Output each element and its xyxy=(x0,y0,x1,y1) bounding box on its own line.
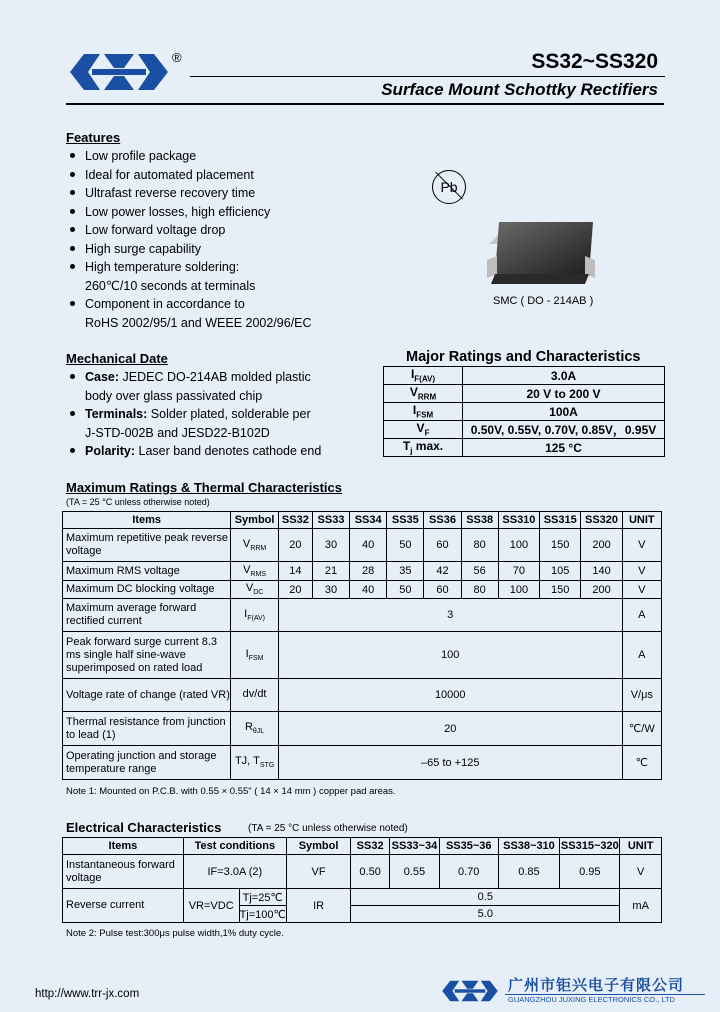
table-row xyxy=(63,679,662,712)
table-header-row xyxy=(63,512,662,529)
value-cell: 40 xyxy=(350,529,387,562)
bullet-icon xyxy=(70,246,75,251)
company-logo xyxy=(66,48,172,96)
value-cell: 80 xyxy=(461,581,498,599)
header-cell: Items xyxy=(63,838,184,855)
value-cell: 0.85 xyxy=(498,855,560,889)
table-row xyxy=(384,385,665,403)
table-row xyxy=(63,712,662,746)
bullet-icon xyxy=(70,153,75,158)
value-cell: 125 °C xyxy=(463,439,665,457)
unit-cell: ℃ xyxy=(622,746,661,780)
value-cell: 200 xyxy=(581,581,622,599)
header-cell: Symbol xyxy=(286,838,350,855)
value-cell: 28 xyxy=(350,562,387,581)
footer-logo xyxy=(440,974,500,1008)
unit-cell: V/μs xyxy=(622,679,661,712)
bullet-icon xyxy=(70,264,75,269)
table-row xyxy=(63,855,662,889)
electrical-table xyxy=(62,837,662,923)
value-cell: 20 xyxy=(278,529,312,562)
header-cell: Test conditions xyxy=(183,838,286,855)
page-title: SS32~SS320 xyxy=(531,50,658,73)
value-cell: 0.55 xyxy=(389,855,439,889)
symbol-cell: $I_{FSM}$ xyxy=(231,632,279,679)
company-name-cn: 广州市钜兴电子有限公司 xyxy=(508,977,685,994)
feature-item-continued: 260℃/10 seconds at terminals xyxy=(85,278,256,293)
value-cell: 80 xyxy=(461,529,498,562)
unit-cell: V xyxy=(620,855,662,889)
value-cell: 150 xyxy=(540,581,581,599)
electrical-title: Electrical Characteristics xyxy=(66,820,222,835)
value-cell: 42 xyxy=(424,562,461,581)
unit-cell: A xyxy=(622,632,661,679)
mechanical-item-continued: J-STD-002B and JESD22-B102D xyxy=(85,425,270,440)
value-cell: 70 xyxy=(498,562,539,581)
header-cell: SS32 xyxy=(278,512,312,529)
features-heading: Features xyxy=(66,130,121,145)
value-cell: 100 xyxy=(278,632,622,679)
item-cell: Maximum average forward rectified current xyxy=(63,599,231,632)
header-cell: SS33~34 xyxy=(389,838,439,855)
symbol-cell: $V_F$ xyxy=(384,421,463,439)
item-cell: Reverse current xyxy=(63,889,184,923)
feature-item: Low profile package xyxy=(66,147,386,166)
table-row xyxy=(63,581,662,599)
bullet-icon xyxy=(70,172,75,177)
item-cell: Peak forward surge current 8.3 ms single half sine-wave superimposed on rated load xyxy=(63,632,231,679)
table-row xyxy=(384,421,665,439)
item-cell: Voltage rate of change (rated VR) xyxy=(63,679,231,712)
value-cell: 3 xyxy=(278,599,622,632)
value-cell: 3.0A xyxy=(463,367,665,385)
item-cell: Maximum RMS voltage xyxy=(63,562,231,581)
table-header-row xyxy=(63,838,662,855)
header-cell: SS34 xyxy=(350,512,387,529)
bullet-icon xyxy=(70,374,75,379)
value-cell: 50 xyxy=(387,581,424,599)
subtitle-rule xyxy=(66,103,664,105)
header-cell: SS315 xyxy=(540,512,581,529)
feature-item-continued: RoHS 2002/95/1 and WEEE 2002/96/EC xyxy=(85,315,312,330)
value-cell: 0.50 xyxy=(351,855,390,889)
symbol-cell: $I_{F(AV)}$ xyxy=(231,599,279,632)
symbol-cell: $V_{RRM}$ xyxy=(384,385,463,403)
bullet-icon xyxy=(70,411,75,416)
value-cell: 0.5 xyxy=(351,889,620,906)
symbol-cell: $V_{DC}$ xyxy=(231,581,279,599)
feature-item: Component in accordance to xyxy=(66,295,386,314)
unit-cell: V xyxy=(622,529,661,562)
condition-cell: Tj=100℃ xyxy=(239,906,286,923)
symbol-cell: VF xyxy=(286,855,350,889)
symbol-cell: $R_{\theta JL}$ xyxy=(231,712,279,746)
header-cell: SS33 xyxy=(312,512,349,529)
note-1: Note 1: Mounted on P.C.B. with 0.55 × 0.55" ( 14 × 14 mm ) copper pad areas. xyxy=(66,786,396,797)
bullet-icon xyxy=(70,448,75,453)
unit-cell: V xyxy=(622,581,661,599)
value-cell: 0.95 xyxy=(560,855,620,889)
value-cell: 100A xyxy=(463,403,665,421)
table-row xyxy=(63,529,662,562)
value-cell: 200 xyxy=(581,529,622,562)
value-cell: 100 xyxy=(498,581,539,599)
symbol-cell: IR xyxy=(286,889,350,923)
unit-cell: mA xyxy=(620,889,662,923)
value-cell: 60 xyxy=(424,529,461,562)
header-cell: UNIT xyxy=(622,512,661,529)
value-cell: 20 xyxy=(278,581,312,599)
major-ratings-table xyxy=(383,366,665,457)
value-cell: –65 to +125 xyxy=(278,746,622,780)
condition-cell: IF=3.0A (2) xyxy=(183,855,286,889)
max-ratings-title: Maximum Ratings & Thermal Characteristics xyxy=(66,480,342,495)
item-cell: Instantaneous forward voltage xyxy=(63,855,184,889)
item-cell: Operating junction and storage temperature range xyxy=(63,746,231,780)
max-ratings-condition: (TA = 25 °C unless otherwise noted) xyxy=(66,497,210,507)
note-2: Note 2: Pulse test:300μs pulse width,1% duty cycle. xyxy=(66,928,284,939)
value-cell: 105 xyxy=(540,562,581,581)
value-cell: 30 xyxy=(312,529,349,562)
feature-item: Low forward voltage drop xyxy=(66,221,386,240)
item-cell: Thermal resistance from junction to lead (1) xyxy=(63,712,231,746)
value-cell: 30 xyxy=(312,581,349,599)
table-row xyxy=(63,599,662,632)
header-cell: SS35 xyxy=(387,512,424,529)
condition-cell: Tj=25℃ xyxy=(239,889,286,906)
max-ratings-table xyxy=(62,511,662,780)
mechanical-list xyxy=(66,368,376,461)
header-cell: UNIT xyxy=(620,838,662,855)
mechanical-item: Case: JEDEC DO-214AB molded plastic xyxy=(66,368,376,387)
table-row xyxy=(384,439,665,457)
features-list xyxy=(66,147,386,332)
header-cell: Symbol xyxy=(231,512,279,529)
header-cell: SS35~36 xyxy=(439,838,498,855)
symbol-cell: $V_{RRM}$ xyxy=(231,529,279,562)
item-cell: Maximum repetitive peak reverse voltage xyxy=(63,529,231,562)
symbol-cell: $T_j$ max. xyxy=(384,439,463,457)
header-cell: SS320 xyxy=(581,512,622,529)
value-cell: 14 xyxy=(278,562,312,581)
header-rule xyxy=(190,76,665,77)
header-cell: SS38 xyxy=(461,512,498,529)
smc-package-image xyxy=(485,216,597,290)
table-row xyxy=(63,562,662,581)
value-cell: 21 xyxy=(312,562,349,581)
unit-cell: ℃/W xyxy=(622,712,661,746)
major-ratings-title: Major Ratings and Characteristics xyxy=(406,349,641,365)
mechanical-item-continued: body over glass passivated chip xyxy=(85,388,263,403)
value-cell: 56 xyxy=(461,562,498,581)
value-cell: 35 xyxy=(387,562,424,581)
bullet-icon xyxy=(70,301,75,306)
value-cell: 5.0 xyxy=(351,906,620,923)
registered-mark: ® xyxy=(172,50,182,65)
symbol-cell: $I_{FSM}$ xyxy=(384,403,463,421)
website-link[interactable]: http://www.trr-jx.com xyxy=(35,988,140,1000)
mechanical-heading: Mechanical Date xyxy=(66,351,168,366)
symbol-cell: $I_{F(AV)}$ xyxy=(384,367,463,385)
value-cell: 100 xyxy=(498,529,539,562)
unit-cell: A xyxy=(622,599,661,632)
table-row xyxy=(384,367,665,385)
electrical-condition: (TA = 25 °C unless otherwise noted) xyxy=(248,823,408,834)
symbol-cell: TJ, $T_{STG}$ xyxy=(231,746,279,780)
unit-cell: V xyxy=(622,562,661,581)
header-cell: SS36 xyxy=(424,512,461,529)
header-cell: Items xyxy=(63,512,231,529)
item-cell: Maximum DC blocking voltage xyxy=(63,581,231,599)
condition-cell: VR=VDC xyxy=(183,889,239,923)
value-cell: 20 V to 200 V xyxy=(463,385,665,403)
feature-item: Low power losses, high efficiency xyxy=(66,203,386,222)
value-cell: 40 xyxy=(350,581,387,599)
value-cell: 0.50V, 0.55V, 0.70V, 0.85V，0.95V xyxy=(463,421,665,439)
value-cell: 0.70 xyxy=(439,855,498,889)
package-label: SMC ( DO - 214AB ) xyxy=(493,295,594,307)
value-cell: 20 xyxy=(278,712,622,746)
value-cell: 10000 xyxy=(278,679,622,712)
feature-item: High surge capability xyxy=(66,240,386,259)
mechanical-item: Polarity: Laser band denotes cathode end xyxy=(66,442,376,461)
page-subtitle: Surface Mount Schottky Rectifiers xyxy=(381,80,658,99)
table-row xyxy=(63,889,662,906)
bullet-icon xyxy=(70,190,75,195)
bullet-icon xyxy=(70,209,75,214)
feature-item: Ultrafast reverse recovery time xyxy=(66,184,386,203)
company-name-en: GUANGZHOU JUXING ELECTRONICS CO., LTD xyxy=(508,995,675,1004)
feature-item: Ideal for automated placement xyxy=(66,166,386,185)
header-cell: SS315~320 xyxy=(560,838,620,855)
value-cell: 150 xyxy=(540,529,581,562)
header-cell: SS38~310 xyxy=(498,838,560,855)
table-row xyxy=(63,632,662,679)
bullet-icon xyxy=(70,227,75,232)
mechanical-item: Terminals: Solder plated, solderable per xyxy=(66,405,376,424)
value-cell: 50 xyxy=(387,529,424,562)
pb-free-icon: Pb xyxy=(432,170,466,204)
header-cell: SS32 xyxy=(351,838,390,855)
value-cell: 60 xyxy=(424,581,461,599)
symbol-cell: dv/dt xyxy=(231,679,279,712)
table-row xyxy=(384,403,665,421)
feature-item: High temperature soldering: xyxy=(66,258,386,277)
value-cell: 140 xyxy=(581,562,622,581)
table-row xyxy=(63,746,662,780)
symbol-cell: $V_{RMS}$ xyxy=(231,562,279,581)
header-cell: SS310 xyxy=(498,512,539,529)
